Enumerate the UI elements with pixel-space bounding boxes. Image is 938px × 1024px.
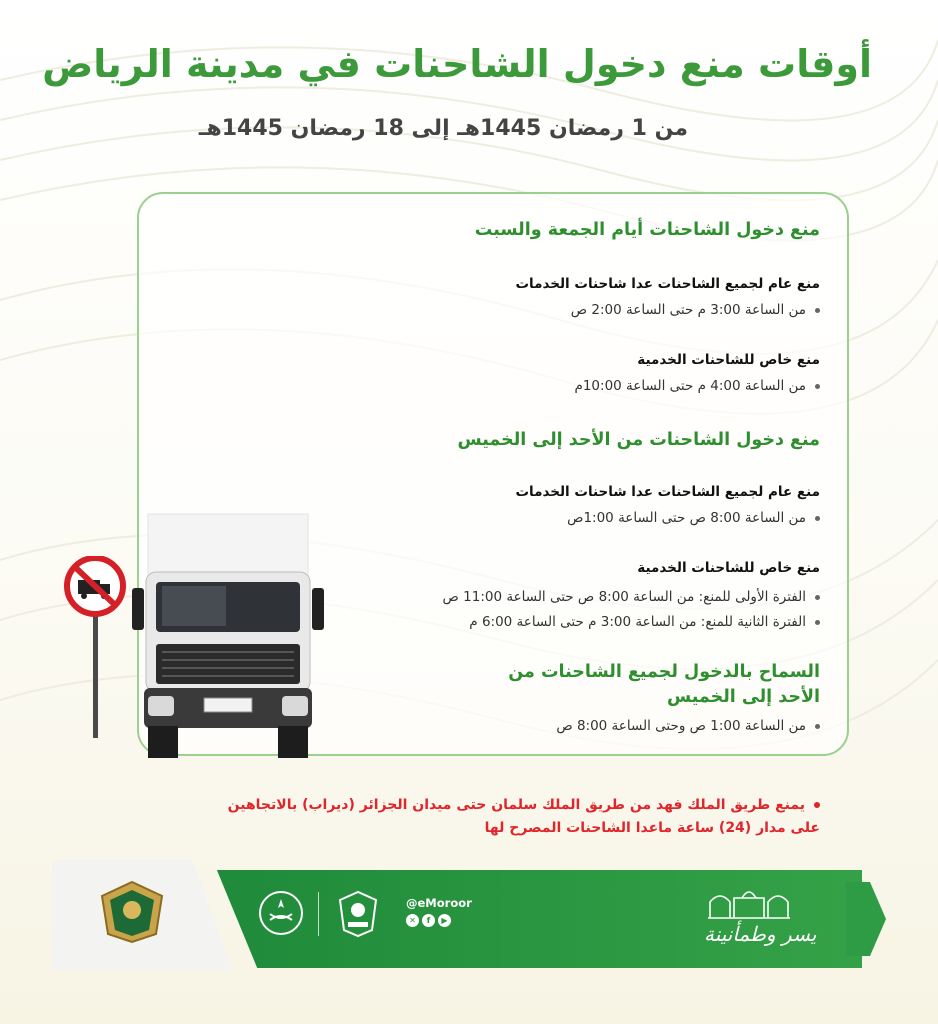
truck-illustration-icon xyxy=(128,512,328,760)
section-heading-allowed: السماح بالدخول لجميع الشاحنات من الأحد إلى الخميس xyxy=(508,662,820,708)
bullet-dot-icon xyxy=(815,724,820,729)
youtube-icon[interactable]: ▶ xyxy=(438,914,451,927)
bullet-item: من الساعة 8:00 ص حتى الساعة 1:00ص xyxy=(567,510,820,526)
facebook-icon[interactable]: f xyxy=(422,914,435,927)
mosque-outline-icon xyxy=(706,884,792,920)
public-security-logo-icon xyxy=(94,876,170,944)
section-heading-fri-sat: منع دخول الشاحنات أيام الجمعة والسبت xyxy=(474,220,820,240)
bullet-item: من الساعة 3:00 م حتى الساعة 2:00 ص xyxy=(571,302,820,318)
bullet-dot-icon xyxy=(815,384,820,389)
group-label-service-ban: منع خاص للشاحنات الخدمية xyxy=(637,352,820,368)
social-icons xyxy=(406,914,451,927)
road-closure-notice: يمنع طريق الملك فهد من طريق الملك سلمان حتى ميدان الجزائر (ديراب) بالاتجاهين على مدار (24) ساعة ماعدا الشاحنات المصرح لها xyxy=(227,797,820,837)
bullet-item: من الساعة 4:00 م حتى الساعة 10:00م xyxy=(574,378,820,394)
group-label-service-ban: منع خاص للشاحنات الخدمية xyxy=(637,560,820,576)
social-handle[interactable]: @eMoroor xyxy=(406,896,472,910)
bullet-item: الفترة الثانية للمنع: من الساعة 3:00 م حتى الساعة 6:00 م xyxy=(469,614,820,630)
bullet-dot-icon xyxy=(815,516,820,521)
bullet-dot-icon xyxy=(815,595,820,600)
bullet-item: الفترة الأولى للمنع: من الساعة 8:00 ص حتى الساعة 11:00 ص xyxy=(443,589,820,605)
group-label-general-ban: منع عام لجميع الشاحنات عدا شاحنات الخدمات xyxy=(515,276,820,292)
footer-divider xyxy=(318,892,319,936)
bullet-item: من الساعة 1:00 ص وحتى الساعة 8:00 ص xyxy=(556,718,820,734)
bullet-dot-icon xyxy=(815,308,820,313)
bullet-dot-icon xyxy=(814,802,820,808)
date-range-subtitle: من 1 رمضان 1445هـ إلى 18 رمضان 1445هـ xyxy=(198,116,688,141)
section-heading-sun-thu: منع دخول الشاحنات من الأحد إلى الخميس xyxy=(457,430,820,450)
page-title: أوقات منع دخول الشاحنات في مدينة الرياض xyxy=(42,42,872,86)
traffic-department-logo-icon xyxy=(334,888,382,938)
ministry-of-interior-logo-icon xyxy=(258,890,304,936)
group-label-general-ban: منع عام لجميع الشاحنات عدا شاحنات الخدمات xyxy=(515,484,820,500)
x-icon[interactable]: ✕ xyxy=(406,914,419,927)
no-trucks-sign-icon xyxy=(64,556,126,740)
bullet-dot-icon xyxy=(815,620,820,625)
slogan-text: يسر وطمأنينة xyxy=(704,922,817,946)
